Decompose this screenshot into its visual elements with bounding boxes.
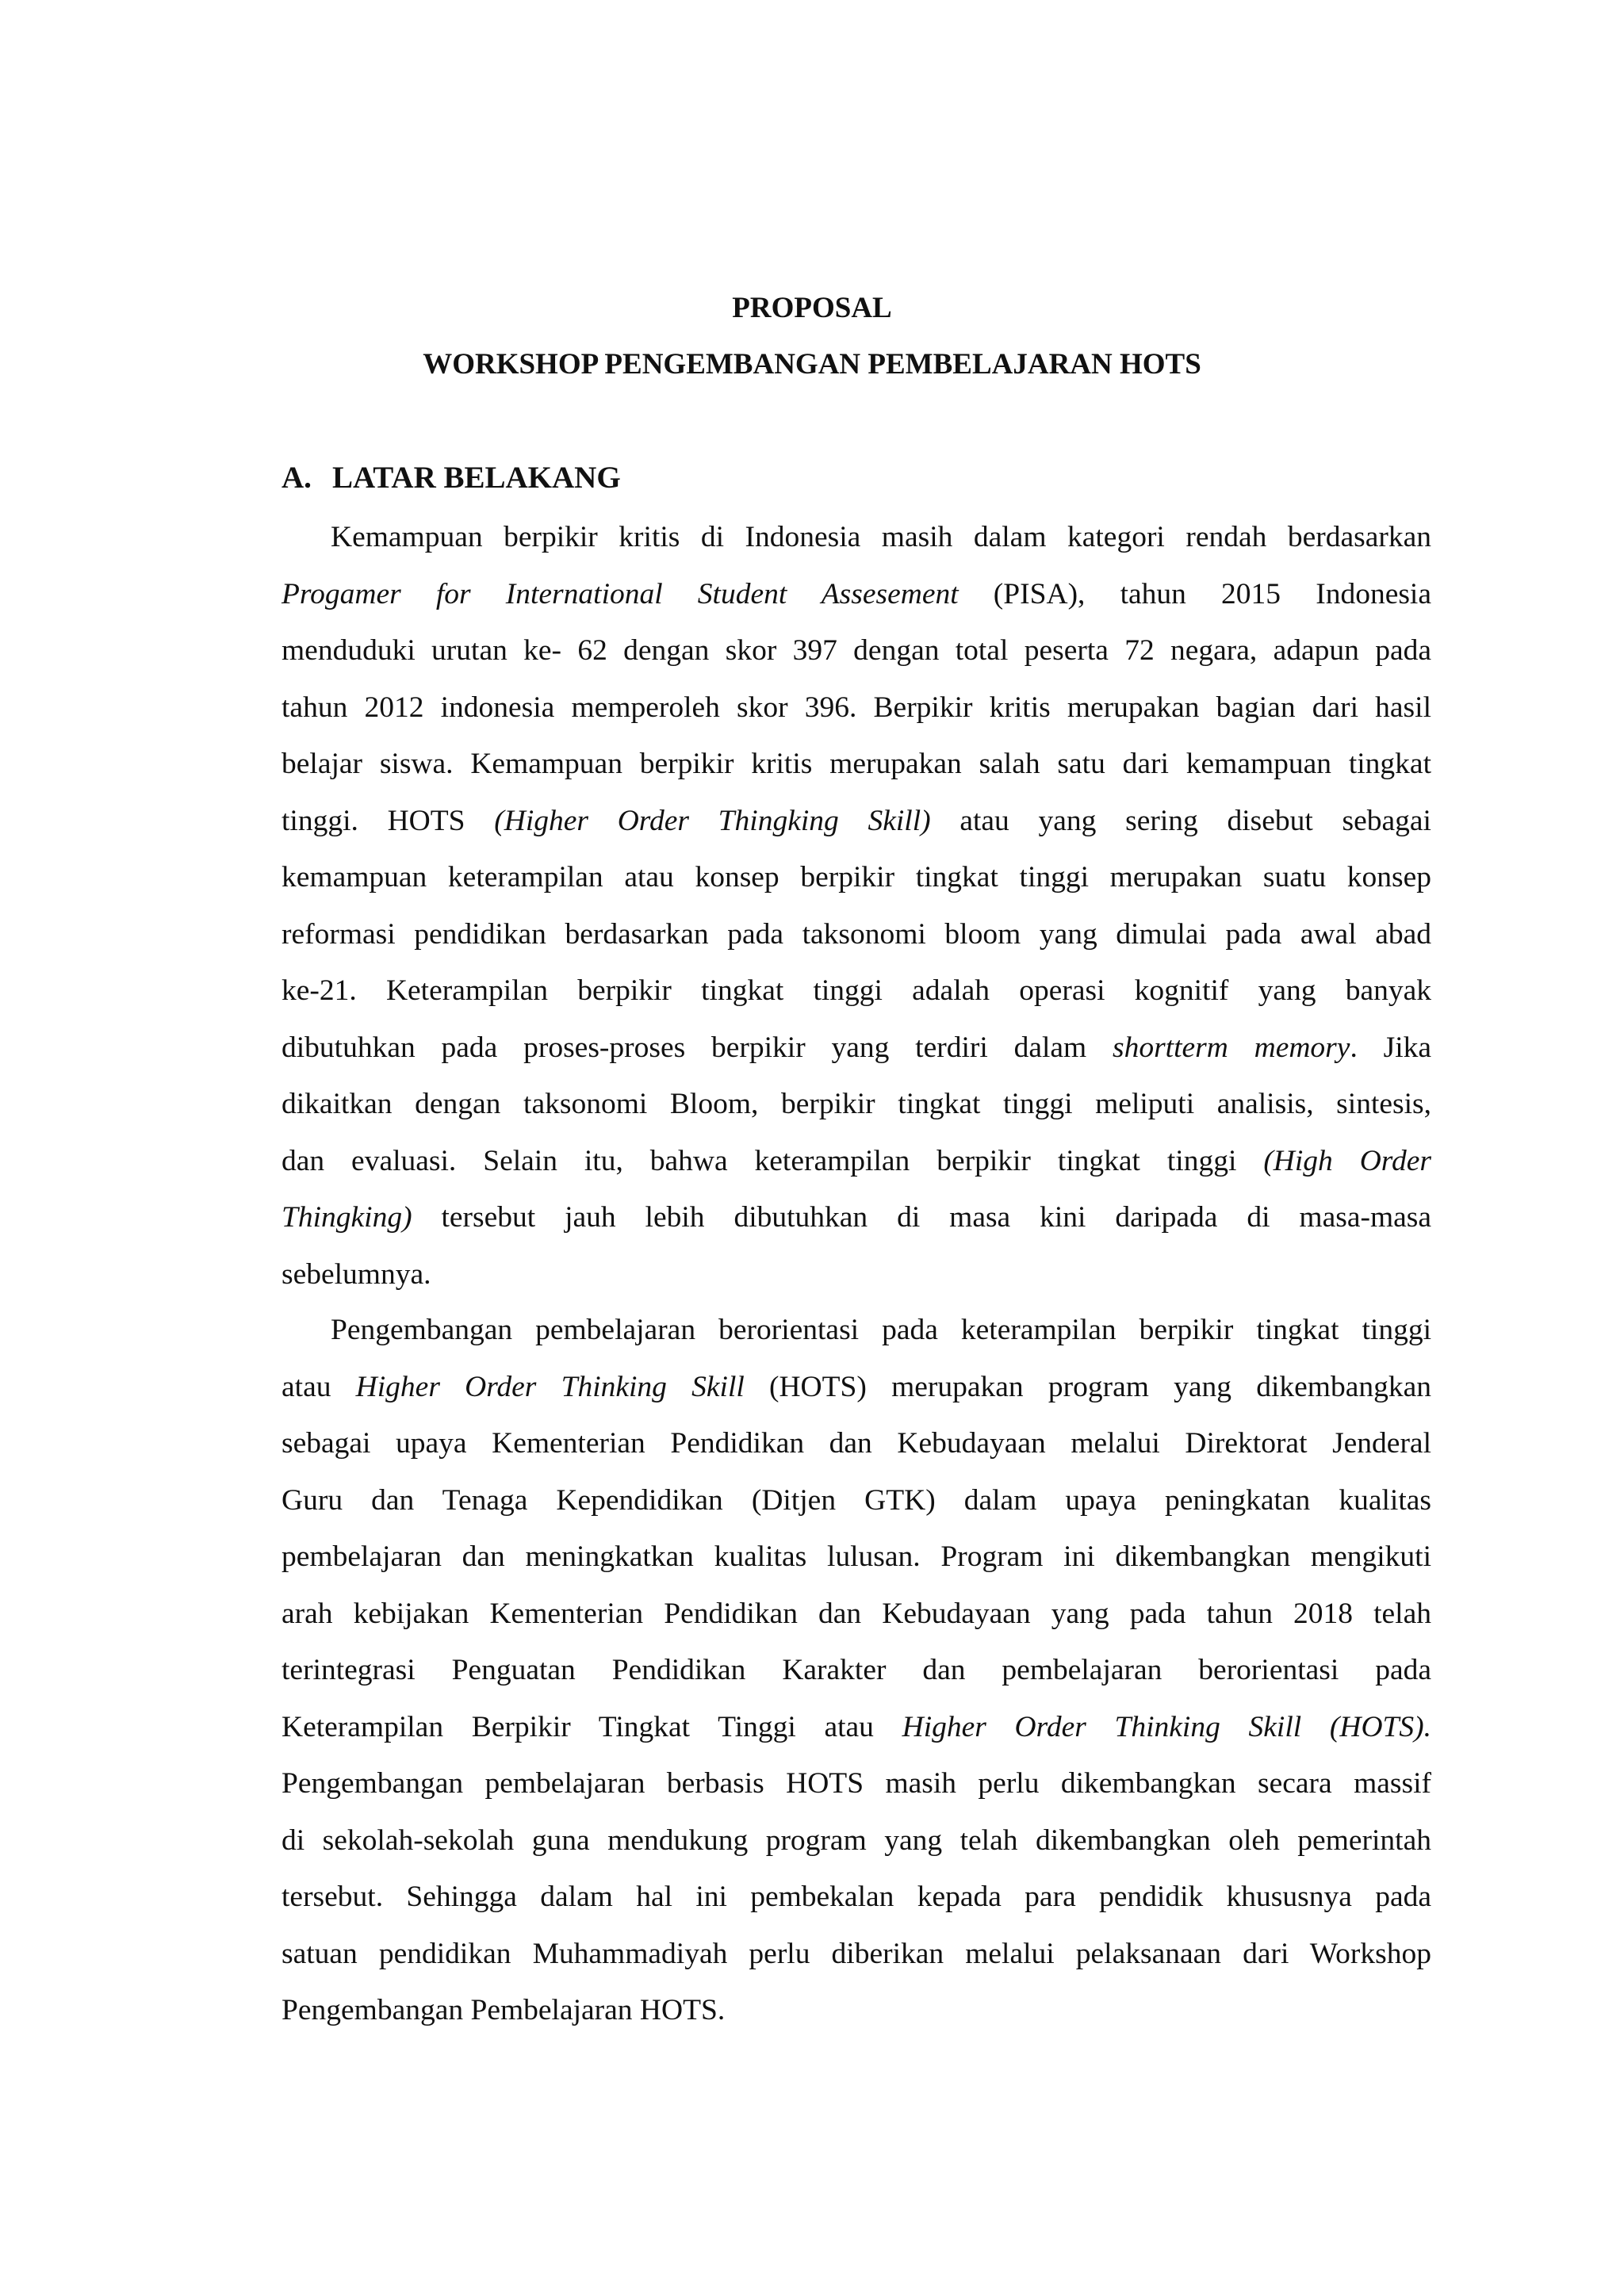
section-number: A. [282,461,312,495]
text-segment: Pengembangan Pembelajaran HOTS. [282,1994,726,2026]
italic-text: Progamer for International Student Assesement [282,577,959,610]
text-line [282,1020,1431,1077]
section-heading [282,457,621,499]
text-line [282,1472,1431,1529]
text-line [282,736,1431,793]
text-segment: dikaitkan dengan taksonomi Bloom, berpikir tingkat tinggi meliputi analisis, sintesis, [282,1088,1431,1120]
text-line [282,1586,1431,1643]
text-segment: kemampuan keterampilan atau konsep berpikir tingkat tinggi merupakan suatu konsep [282,861,1431,894]
text-line [282,679,1431,737]
text-segment: sebagai upaya Kementerian Pendidikan dan Kebudayaan melalui Direktorat Jenderal [282,1427,1431,1460]
text-line [282,1926,1431,1983]
text-line [282,1415,1431,1472]
text-line [282,849,1431,906]
text-segment: dan evaluasi. Selain itu, bahwa keterampilan berpikir tingkat tinggi [282,1144,1264,1177]
text-line [282,1302,1431,1359]
text-line [282,962,1431,1020]
text-segment: terintegrasi Penguatan Pendidikan Karakter dan pembelajaran berorientasi pada [282,1654,1431,1686]
text-segment: pembelajaran dan meningkatkan kualitas lulusan. Program ini dikembangkan mengikuti [282,1540,1431,1573]
text-line [282,1812,1431,1869]
text-line [282,1755,1431,1812]
text-line [282,1189,1431,1246]
text-segment: Keterampilan Berpikir Tingkat Tinggi atau [282,1710,902,1743]
text-segment: tahun 2012 indonesia memperoleh skor 396. Berpikir kritis merupakan bagian dari hasil [282,691,1431,724]
italic-text: Higher Order Thinking Skill (HOTS). [902,1710,1431,1743]
text-segment: dibutuhkan pada proses-proses berpikir yang terdiri dalam [282,1031,1113,1064]
text-segment: Guru dan Tenaga Kependidikan (Ditjen GTK) dalam upaya peningkatan kualitas [282,1483,1431,1517]
text-segment: satuan pendidikan Muhammadiyah perlu diberikan melalui pelaksanaan dari Workshop [282,1937,1431,1970]
text-segment: Pengembangan pembelajaran berorientasi pada keterampilan berpikir tingkat tinggi [331,1314,1431,1346]
text-line [282,1869,1431,1926]
text-line [282,906,1431,963]
text-segment: (HOTS) merupakan program yang dikembangkan [744,1370,1431,1403]
text-segment: sebelumnya. [282,1257,431,1291]
text-segment: di sekolah-sekolah guna mendukung program yang telah dikembangkan oleh pemerintah [282,1823,1431,1857]
paragraph-latar-belakang-1 [282,509,1431,1303]
text-line [282,1246,1431,1303]
text-line [282,1699,1431,1756]
text-segment: atau [282,1370,356,1403]
text-line [282,566,1431,623]
text-segment: menduduki urutan ke- 62 dengan skor 397 dengan total peserta 72 negara, adapun pada [282,634,1431,667]
text-segment: (PISA), tahun 2015 Indonesia [958,577,1431,610]
text-segment: atau yang sering disebut sebagai [930,804,1431,837]
text-line [282,1529,1431,1586]
text-line [282,509,1431,566]
text-segment: reformasi pendidikan berdasarkan pada taksonomi bloom yang dimulai pada awal abad [282,917,1431,951]
italic-text: shortterm memory [1113,1031,1350,1064]
text-segment: tinggi. HOTS [282,804,495,837]
italic-text: (High Order [1263,1144,1431,1177]
italic-text: (Higher Order Thingking Skill) [494,804,931,837]
document-title: PROPOSAL [732,292,892,324]
text-line [282,1359,1431,1416]
text-segment: Pengembangan pembelajaran berbasis HOTS masih perlu dikembangkan secara massif [282,1767,1431,1800]
text-line [282,1642,1431,1699]
section-title: LATAR BELAKANG [332,461,621,495]
text-line [282,1076,1431,1133]
document-subtitle: WORKSHOP PENGEMBANGAN PEMBELAJARAN HOTS [423,348,1201,381]
italic-text: Thingking) [282,1201,412,1234]
text-line [282,793,1431,850]
text-segment: . Jika [1350,1031,1432,1064]
paragraph-latar-belakang-2 [282,1302,1431,2039]
text-segment: ke-21. Keterampilan berpikir tingkat tinggi adalah operasi kognitif yang banyak [282,974,1431,1007]
text-line [282,1133,1431,1190]
text-segment: Kemampuan berpikir kritis di Indonesia masih dalam kategori rendah berdasarkan [331,521,1431,553]
text-segment: tersebut. Sehingga dalam hal ini pembekalan kepada para pendidik khususnya pada [282,1881,1431,1913]
text-segment: tersebut jauh lebih dibutuhkan di masa kini daripada di masa-masa [412,1201,1431,1234]
text-segment: belajar siswa. Kemampuan berpikir kritis merupakan salah satu dari kemampuan tingkat [282,748,1431,780]
text-line [282,1982,1431,2039]
text-line [282,622,1431,679]
text-segment: arah kebijakan Kementerian Pendidikan dan Kebudayaan yang pada tahun 2018 telah [282,1597,1431,1630]
italic-text: Higher Order Thinking Skill [355,1370,745,1403]
